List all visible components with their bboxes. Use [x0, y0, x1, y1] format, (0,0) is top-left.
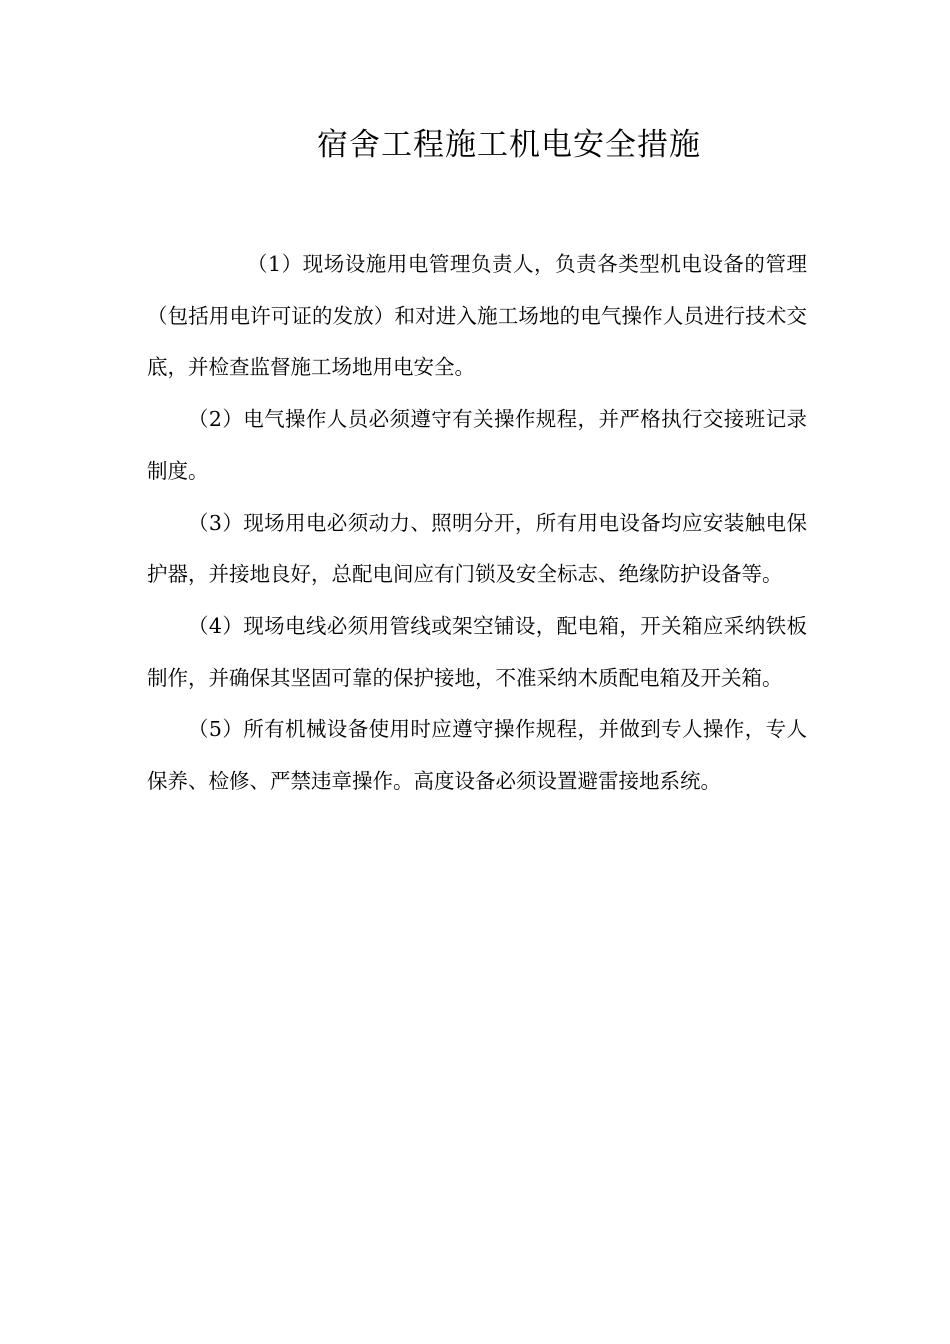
paragraph-3: （3）现场用电必须动力、照明分开，所有用电设备均应安装触电保护器，并接地良好，总配电间应有门锁及安全标志、绝缘防护设备等。	[147, 510, 807, 587]
paragraph-5: （5）所有机械设备使用时应遵守操作规程，并做到专人操作，专人保养、检修、严禁违章操作。高度设备必须设置避雷接地系统。	[147, 717, 807, 794]
document-title: 宿舍工程施工机电安全措施	[317, 127, 701, 163]
paragraph-1: （1）现场设施用电管理负责人，负责各类型机电设备的管理（包括用电许可证的发放）和对进入施工场地的电气操作人员进行技术交底，并检查监督施工场地用电安全。	[147, 252, 807, 380]
document-body	[147, 239, 807, 808]
paragraph-2: （2）电气操作人员必须遵守有关操作规程，并严格执行交接班记录制度。	[147, 407, 807, 483]
paragraph-4: （4）现场电线必须用管线或架空铺设，配电箱，开关箱应采纳铁板制作，并确保其坚固可靠的保护接地，不准采纳木质配电箱及开关箱。	[147, 613, 807, 690]
